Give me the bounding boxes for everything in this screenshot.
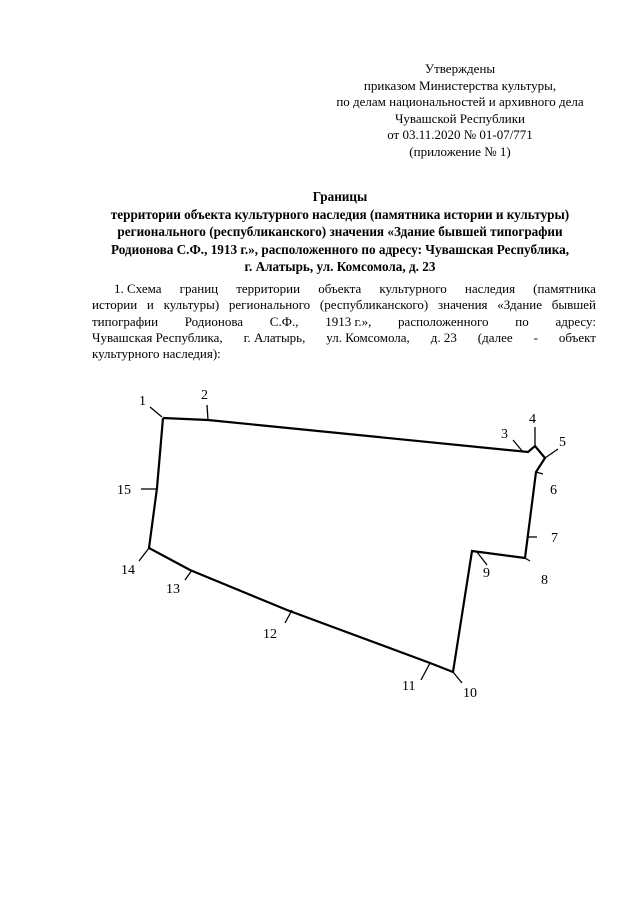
paragraph-word: объект [558, 329, 596, 345]
title-line: г. Алатырь, ул. Комсомола, д. 23 [244, 259, 436, 274]
point-label: 2 [201, 388, 208, 403]
paragraph-word: - [533, 329, 538, 345]
leader-line [207, 405, 208, 420]
point-label: 10 [463, 686, 477, 701]
point-label: 15 [117, 483, 131, 498]
approval-line: приказом Министерства культуры, [363, 77, 557, 93]
point-label: 7 [551, 531, 558, 546]
leader-line [150, 407, 162, 417]
paragraph-word: расположенного [398, 313, 489, 329]
paragraph-word: объекта [318, 281, 362, 296]
paragraph-word: (далее [477, 329, 513, 345]
point-label: 6 [550, 483, 557, 498]
paragraph-word: Чувашская Республика, [92, 329, 223, 345]
paragraph-word: г. Алатырь, [243, 329, 306, 345]
point-label: 13 [166, 582, 180, 597]
paragraph-word: 1. Схема [114, 281, 162, 296]
paragraph-word: адресу: [555, 313, 596, 329]
paragraph-word: типографии [92, 313, 159, 329]
leader-line [139, 548, 149, 561]
point-label: 8 [541, 573, 548, 588]
paragraph-word: С.Ф., [269, 313, 299, 329]
paragraph-word: культуры) [163, 297, 220, 313]
paragraph-word: по [515, 313, 529, 329]
boundary-outline [149, 418, 545, 672]
point-label: 14 [121, 563, 135, 578]
paragraph-word: 1913 г.», [325, 313, 372, 329]
paragraph-word: (памятника [533, 281, 596, 296]
title-line: Родионова С.Ф., 1913 г.», расположенного по адресу: Чувашская Республика, [110, 241, 570, 257]
leader-line [536, 472, 543, 474]
leader-line [453, 672, 462, 683]
point-leader-lines [139, 405, 558, 683]
paragraph-word: д. 23 [430, 329, 457, 345]
leader-line [185, 570, 192, 580]
leader-line [421, 663, 430, 680]
paragraph-word: ул. Комсомола, [326, 329, 410, 345]
point-label: 4 [529, 412, 536, 427]
leader-line [285, 610, 292, 623]
approval-line: по делам национальностей и архивного дела [336, 94, 584, 109]
point-label: 11 [402, 679, 416, 694]
point-label: 1 [139, 394, 146, 409]
point-label: 5 [559, 435, 566, 450]
paragraph-word: Родионова [184, 313, 244, 329]
paragraph-word: границ [179, 281, 219, 296]
title-line: регионального (республиканского) значения «Здание бывшей типографии [117, 224, 563, 239]
paragraph-word: значения [437, 297, 488, 313]
paragraph-word: (республиканского) [319, 297, 429, 313]
title-line: территории объекта культурного наследия (памятника истории и культуры) [110, 206, 570, 222]
point-label: 9 [483, 566, 490, 581]
paragraph-word: бывшей [551, 297, 596, 313]
paragraph-word: «Здание [497, 297, 543, 313]
point-labels [117, 388, 566, 701]
paragraph-word: культурного наследия): [92, 346, 221, 362]
approval-line: от 03.11.2020 № 01-07/771 [387, 127, 533, 142]
leader-line [545, 449, 558, 458]
approval-line: (приложение № 1) [409, 143, 511, 159]
approval-line: Утверждены [424, 61, 496, 76]
leader-line [477, 552, 487, 565]
point-label: 12 [263, 627, 277, 642]
title-line: Границы [312, 189, 368, 204]
paragraph-word: регионального [228, 297, 311, 313]
paragraph-word: и [146, 297, 154, 313]
paragraph-word: наследия [464, 281, 516, 296]
point-label: 3 [501, 427, 508, 442]
paragraph-word: истории [92, 297, 138, 313]
leader-line [525, 558, 530, 561]
approval-line: Чувашской Республики [394, 110, 526, 126]
paragraph-word: территории [236, 281, 301, 296]
paragraph-word: культурного [379, 281, 447, 296]
